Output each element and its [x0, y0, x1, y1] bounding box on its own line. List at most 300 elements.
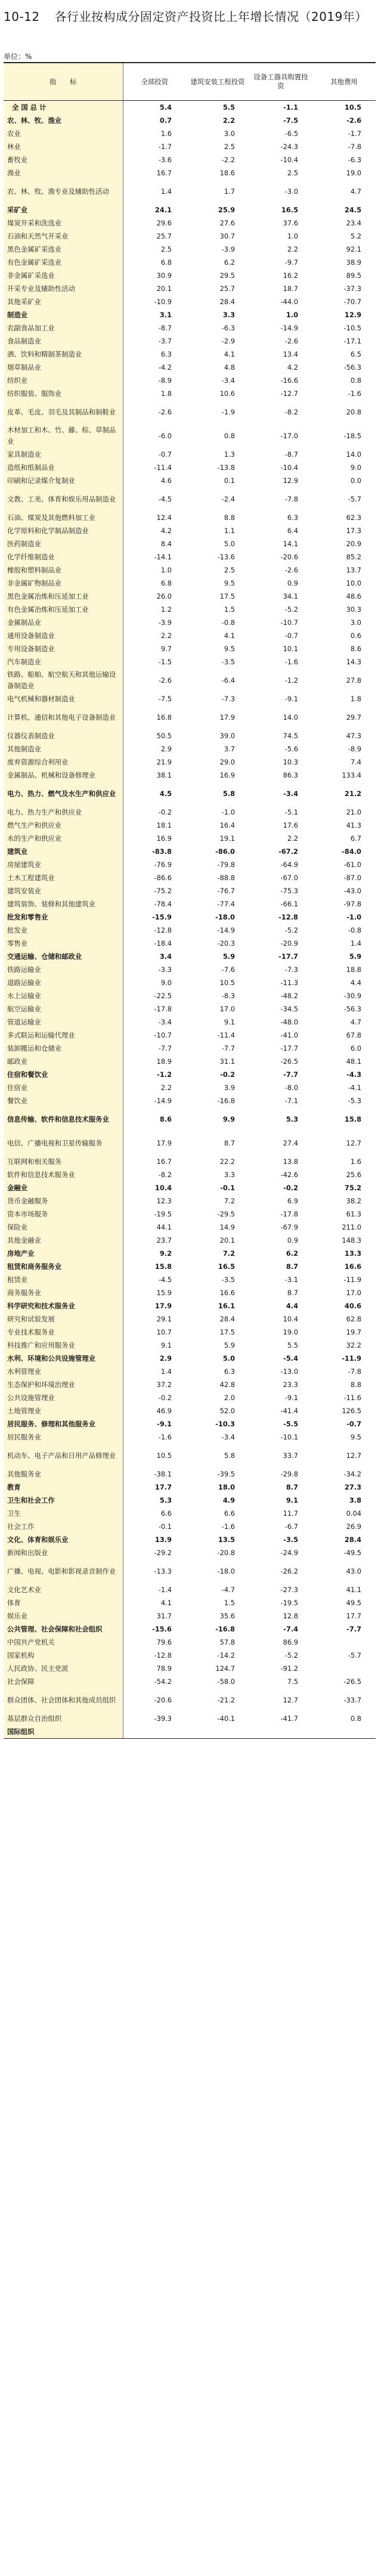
cell-construction-investment: 29.5 [186, 269, 249, 282]
cell-equipment-investment: 86.9 [249, 1636, 312, 1649]
row-label: 农、林、牧、渔专业及辅助性活动 [4, 179, 123, 203]
table-row [4, 782, 376, 806]
table-row [4, 216, 376, 230]
table-row [4, 1559, 376, 1583]
table-row [4, 1029, 376, 1042]
table-row [4, 1378, 376, 1391]
row-label: 水上运输业 [4, 989, 123, 1002]
cell-construction-investment: 30.7 [186, 230, 249, 243]
cell-equipment-investment: -8.7 [249, 448, 312, 461]
cell-construction-investment: 18.6 [186, 166, 249, 179]
cell-total-investment: 15.9 [123, 1286, 186, 1299]
cell-construction-investment: 18.0 [186, 1481, 249, 1494]
cell-equipment-investment: -0.7 [249, 629, 312, 642]
cell-equipment-investment: -12.7 [249, 387, 312, 400]
cell-equipment-investment: -67.9 [249, 1221, 312, 1234]
cell-construction-investment: 6.6 [186, 1507, 249, 1520]
table-row [4, 1546, 376, 1559]
cell-equipment-investment: -10.7 [249, 616, 312, 629]
cell-equipment-investment: -66.1 [249, 897, 312, 911]
cell-total-investment: -22.5 [123, 989, 186, 1002]
cell-equipment-investment: 4.4 [249, 1299, 312, 1312]
cell-total-investment: -6.0 [123, 424, 186, 448]
row-label: 批发和零售业 [4, 911, 123, 924]
row-label: 制造业 [4, 308, 123, 321]
cell-construction-investment: -3.5 [186, 1273, 249, 1286]
cell-construction-investment: 3.9 [186, 1081, 249, 1094]
cell-equipment-investment: 6.4 [249, 524, 312, 537]
cell-other-expenses: -4.1 [312, 1081, 376, 1094]
cell-total-investment: -83.8 [123, 845, 186, 858]
row-label: 土地管理业 [4, 1404, 123, 1417]
cell-total-investment: 17.9 [123, 1131, 186, 1155]
cell-total-investment: 16.8 [123, 705, 186, 729]
cell-construction-investment: -14.9 [186, 924, 249, 937]
cell-total-investment: 0.7 [123, 114, 186, 127]
header-indicator: 指 标 [4, 63, 123, 101]
cell-equipment-investment: -19.5 [249, 1596, 312, 1609]
cell-other-expenses: -34.2 [312, 1467, 376, 1481]
cell-equipment-investment: 2.2 [249, 243, 312, 256]
cell-equipment-investment: 14.1 [249, 537, 312, 550]
cell-construction-investment: 5.8 [186, 1444, 249, 1467]
row-label: 多式联运和运输代理业 [4, 1029, 123, 1042]
cell-other-expenses: -4.3 [312, 1068, 376, 1081]
cell-construction-investment: 4.9 [186, 1494, 249, 1507]
cell-total-investment: -1.7 [123, 140, 186, 153]
cell-equipment-investment: 18.7 [249, 282, 312, 295]
table-row [4, 1623, 376, 1636]
row-label: 建筑安装业 [4, 884, 123, 897]
cell-construction-investment: 14.9 [186, 1221, 249, 1234]
header-total-investment: 全部投资 [123, 63, 186, 101]
cell-construction-investment: 9.1 [186, 1015, 249, 1029]
cell-equipment-investment: -1.6 [249, 655, 312, 668]
table-row [4, 1520, 376, 1533]
cell-other-expenses: 14.0 [312, 448, 376, 461]
cell-total-investment: -78.4 [123, 897, 186, 911]
cell-other-expenses: 9.0 [312, 461, 376, 474]
cell-total-investment: -3.7 [123, 335, 186, 348]
row-label: 铁路运输业 [4, 963, 123, 976]
row-label: 文化艺术业 [4, 1583, 123, 1596]
cell-total-investment: 17.7 [123, 1481, 186, 1494]
cell-other-expenses: 12.7 [312, 1444, 376, 1467]
cell-construction-investment: 16.4 [186, 819, 249, 832]
cell-other-expenses: -61.0 [312, 858, 376, 871]
row-label: 烟草制品业 [4, 361, 123, 374]
cell-other-expenses: 6.5 [312, 348, 376, 361]
cell-construction-investment: 1.7 [186, 179, 249, 203]
row-label: 金属制品业 [4, 616, 123, 629]
cell-total-investment: 2.2 [123, 629, 186, 642]
table-row [4, 1081, 376, 1094]
cell-equipment-investment: -27.3 [249, 1583, 312, 1596]
cell-equipment-investment: 10.3 [249, 756, 312, 769]
table-row [4, 374, 376, 387]
cell-construction-investment: -18.0 [186, 911, 249, 924]
cell-construction-investment: -2.9 [186, 335, 249, 348]
cell-total-investment: -0.1 [123, 1520, 186, 1533]
cell-equipment-investment: 37.6 [249, 216, 312, 230]
row-label: 纺织服装、服饰业 [4, 387, 123, 400]
cell-other-expenses: -33.7 [312, 1688, 376, 1712]
table-row [4, 1042, 376, 1055]
table-row [4, 950, 376, 963]
cell-other-expenses: 38.2 [312, 1194, 376, 1208]
cell-other-expenses: 5.2 [312, 230, 376, 243]
cell-total-investment: -1.2 [123, 1068, 186, 1081]
cell-construction-investment [186, 1725, 249, 1738]
cell-other-expenses: 20.9 [312, 537, 376, 550]
table-row [4, 230, 376, 243]
cell-total-investment: 1.4 [123, 179, 186, 203]
cell-other-expenses: -43.0 [312, 884, 376, 897]
cell-other-expenses: 3.8 [312, 1494, 376, 1507]
row-label: 全 国 总 计 [4, 101, 123, 114]
cell-total-investment: -3.9 [123, 616, 186, 629]
cell-total-investment: -0.2 [123, 1391, 186, 1404]
row-label: 汽车制造业 [4, 655, 123, 668]
cell-total-investment: 1.6 [123, 127, 186, 140]
cell-equipment-investment: -26.5 [249, 1055, 312, 1068]
table-row [4, 1234, 376, 1247]
table-row [4, 884, 376, 897]
row-label: 卫生和社会工作 [4, 1494, 123, 1507]
cell-equipment-investment: 12.7 [249, 1688, 312, 1712]
cell-other-expenses: 89.5 [312, 269, 376, 282]
cell-construction-investment: 0.1 [186, 474, 249, 487]
table-row [4, 1583, 376, 1596]
table-row [4, 400, 376, 424]
row-label: 非金属矿采选业 [4, 269, 123, 282]
cell-construction-investment: 5.8 [186, 782, 249, 806]
cell-equipment-investment: -5.1 [249, 806, 312, 819]
cell-construction-investment: 25.7 [186, 282, 249, 295]
row-label: 科技推广和应用服务业 [4, 1339, 123, 1352]
row-label: 金属制品、机械和设备修理业 [4, 769, 123, 782]
cell-other-expenses: -8.9 [312, 742, 376, 756]
table-row [4, 705, 376, 729]
cell-equipment-investment: -24.9 [249, 1546, 312, 1559]
cell-equipment-investment: 14.0 [249, 705, 312, 729]
cell-other-expenses: -1.7 [312, 127, 376, 140]
cell-total-investment: -8.9 [123, 374, 186, 387]
cell-other-expenses: 41.3 [312, 819, 376, 832]
row-label: 电力、热力、燃气及水生产和供应业 [4, 782, 123, 806]
table-row [4, 1221, 376, 1234]
cell-other-expenses: 19.0 [312, 166, 376, 179]
cell-total-investment: 3.4 [123, 950, 186, 963]
cell-total-investment: 29.1 [123, 1312, 186, 1326]
cell-other-expenses [312, 1725, 376, 1738]
cell-total-investment: 78.9 [123, 1662, 186, 1675]
table-row [4, 692, 376, 705]
cell-equipment-investment: -24.3 [249, 140, 312, 153]
row-label: 广播、电视、电影和影视录音制作业 [4, 1559, 123, 1583]
row-label: 金融业 [4, 1181, 123, 1194]
row-label: 农副食品加工业 [4, 321, 123, 335]
cell-construction-investment: 35.6 [186, 1609, 249, 1623]
cell-construction-investment: -2.4 [186, 487, 249, 511]
table-row [4, 603, 376, 616]
table-row [4, 819, 376, 832]
cell-total-investment: 6.3 [123, 348, 186, 361]
row-label: 餐饮业 [4, 1094, 123, 1107]
cell-construction-investment: 2.2 [186, 114, 249, 127]
row-label: 软件和信息技术服务业 [4, 1168, 123, 1181]
cell-equipment-investment: -5.2 [249, 603, 312, 616]
cell-total-investment: 3.1 [123, 308, 186, 321]
cell-total-investment: -2.6 [123, 668, 186, 692]
cell-total-investment: 1.4 [123, 1365, 186, 1378]
row-label: 货币金融服务 [4, 1194, 123, 1208]
table-row [4, 537, 376, 550]
cell-total-investment: 16.9 [123, 832, 186, 845]
row-label: 电力、热力生产和供应业 [4, 806, 123, 819]
cell-other-expenses: 18.8 [312, 963, 376, 976]
cell-total-investment: 31.7 [123, 1609, 186, 1623]
cell-equipment-investment: -0.2 [249, 1181, 312, 1194]
cell-total-investment: -3.3 [123, 963, 186, 976]
cell-construction-investment: 16.6 [186, 1286, 249, 1299]
table-row [4, 179, 376, 203]
cell-equipment-investment: 10.4 [249, 1312, 312, 1326]
cell-equipment-investment: -48.0 [249, 1015, 312, 1029]
cell-equipment-investment: -64.9 [249, 858, 312, 871]
cell-other-expenses: 47.3 [312, 729, 376, 742]
cell-construction-investment: -18.0 [186, 1559, 249, 1583]
row-label: 体育 [4, 1596, 123, 1609]
cell-construction-investment: -3.4 [186, 374, 249, 387]
cell-equipment-investment: 19.0 [249, 1326, 312, 1339]
cell-construction-investment: -11.4 [186, 1029, 249, 1042]
row-label: 化学纤维制造业 [4, 550, 123, 564]
cell-total-investment: -15.6 [123, 1623, 186, 1636]
cell-construction-investment: -0.8 [186, 616, 249, 629]
cell-equipment-investment: 6.9 [249, 1194, 312, 1208]
cell-construction-investment: 3.3 [186, 308, 249, 321]
cell-equipment-investment: -7.4 [249, 1623, 312, 1636]
cell-total-investment: 13.9 [123, 1533, 186, 1546]
cell-other-expenses: 10.0 [312, 577, 376, 590]
row-label: 国家机构 [4, 1649, 123, 1662]
cell-total-investment: 2.2 [123, 1081, 186, 1094]
cell-equipment-investment: 6.3 [249, 511, 312, 524]
cell-total-investment: -4.5 [123, 1273, 186, 1286]
row-label: 橡胶和塑料制品业 [4, 564, 123, 577]
cell-equipment-investment: 27.4 [249, 1131, 312, 1155]
cell-construction-investment: 4.1 [186, 629, 249, 642]
cell-total-investment: 1.2 [123, 603, 186, 616]
cell-equipment-investment: -48.2 [249, 989, 312, 1002]
cell-other-expenses: -10.5 [312, 321, 376, 335]
row-label: 有色金属矿采选业 [4, 256, 123, 269]
row-label: 房地产业 [4, 1247, 123, 1260]
table-row [4, 1312, 376, 1326]
table-row [4, 1286, 376, 1299]
cell-construction-investment: 2.5 [186, 140, 249, 153]
cell-equipment-investment: -44.0 [249, 295, 312, 308]
cell-other-expenses: 6.7 [312, 832, 376, 845]
cell-total-investment: 30.9 [123, 269, 186, 282]
row-label: 教育 [4, 1481, 123, 1494]
cell-other-expenses: 17.3 [312, 524, 376, 537]
table-number: 10-12 [4, 10, 40, 24]
row-label: 皮革、毛皮、羽毛及其制品和制鞋业 [4, 400, 123, 424]
table-row [4, 989, 376, 1002]
table-row [4, 769, 376, 782]
table-row [4, 832, 376, 845]
table-row [4, 335, 376, 348]
cell-total-investment: 12.4 [123, 511, 186, 524]
cell-total-investment: -3.6 [123, 153, 186, 166]
table-row [4, 742, 376, 756]
table-row [4, 1596, 376, 1609]
cell-construction-investment: -16.8 [186, 1094, 249, 1107]
cell-equipment-investment: -17.7 [249, 950, 312, 963]
cell-other-expenses: 1.4 [312, 937, 376, 950]
cell-construction-investment: 6.2 [186, 256, 249, 269]
cell-equipment-investment: -1.1 [249, 101, 312, 114]
cell-other-expenses: 92.1 [312, 243, 376, 256]
cell-construction-investment: 10.5 [186, 976, 249, 989]
cell-equipment-investment: -10.1 [249, 1431, 312, 1444]
cell-other-expenses: 62.3 [312, 511, 376, 524]
cell-construction-investment: 4.1 [186, 348, 249, 361]
table-row [4, 1339, 376, 1352]
row-label: 化学原料和化学制品制造业 [4, 524, 123, 537]
cell-other-expenses: 30.3 [312, 603, 376, 616]
table-row [4, 1675, 376, 1688]
row-label: 信息传输、软件和信息技术服务业 [4, 1107, 123, 1131]
row-label: 航空运输业 [4, 1002, 123, 1015]
cell-total-investment: 6.8 [123, 577, 186, 590]
cell-total-investment: 50.5 [123, 729, 186, 742]
table-row [4, 387, 376, 400]
cell-equipment-investment: -3.0 [249, 179, 312, 203]
cell-equipment-investment: -2.6 [249, 335, 312, 348]
table-row [4, 550, 376, 564]
cell-equipment-investment: -17.0 [249, 424, 312, 448]
cell-construction-investment: 8.7 [186, 1131, 249, 1155]
cell-total-investment: 79.6 [123, 1636, 186, 1649]
row-label: 科学研究和技术服务业 [4, 1299, 123, 1312]
cell-total-investment: 25.7 [123, 230, 186, 243]
row-label: 水的生产和供应业 [4, 832, 123, 845]
row-label: 非金属矿物制品业 [4, 577, 123, 590]
cell-other-expenses [312, 1662, 376, 1675]
cell-other-expenses: -11.6 [312, 1391, 376, 1404]
cell-other-expenses: 38.9 [312, 256, 376, 269]
cell-construction-investment: 16.5 [186, 1260, 249, 1273]
cell-construction-investment: -8.3 [186, 989, 249, 1002]
table-row [4, 1247, 376, 1260]
cell-total-investment: 5.4 [123, 101, 186, 114]
cell-construction-investment: -6.4 [186, 668, 249, 692]
cell-total-investment: 9.2 [123, 1247, 186, 1260]
cell-total-investment: -17.8 [123, 1002, 186, 1015]
table-row [4, 1467, 376, 1481]
table-row [4, 924, 376, 937]
cell-equipment-investment: 2.2 [249, 832, 312, 845]
table-row [4, 1068, 376, 1081]
cell-total-investment: 17.9 [123, 1299, 186, 1312]
row-label: 人民政协、民主党派 [4, 1662, 123, 1675]
row-label: 住宿和餐饮业 [4, 1068, 123, 1081]
row-label: 石油、煤炭及其他燃料加工业 [4, 511, 123, 524]
row-label: 黑色金属冶炼和压延加工业 [4, 590, 123, 603]
row-label: 家具制造业 [4, 448, 123, 461]
table-row [4, 1055, 376, 1068]
table-row [4, 1002, 376, 1015]
cell-equipment-investment: 12.8 [249, 1609, 312, 1623]
cell-total-investment: -75.2 [123, 884, 186, 897]
cell-other-expenses: -17.1 [312, 335, 376, 348]
table-row [4, 448, 376, 461]
row-label: 社会工作 [4, 1520, 123, 1533]
table-row [4, 897, 376, 911]
table-row [4, 1260, 376, 1273]
table-row [4, 1391, 376, 1404]
cell-other-expenses: 4.4 [312, 976, 376, 989]
row-label: 资本市场服务 [4, 1208, 123, 1221]
table-row [4, 256, 376, 269]
cell-other-expenses: 25.6 [312, 1168, 376, 1181]
cell-construction-investment: -7.6 [186, 963, 249, 976]
cell-equipment-investment: 5.3 [249, 1107, 312, 1131]
cell-construction-investment: 16.9 [186, 769, 249, 782]
cell-construction-investment: 9.9 [186, 1107, 249, 1131]
table-row [4, 1326, 376, 1339]
cell-construction-investment: 52.0 [186, 1404, 249, 1417]
cell-other-expenses: 21.2 [312, 782, 376, 806]
cell-total-investment: -2.6 [123, 400, 186, 424]
row-label: 木材加工和木、竹、藤、棕、草制品业 [4, 424, 123, 448]
row-label: 研究和试验发展 [4, 1312, 123, 1326]
table-row [4, 140, 376, 153]
cell-total-investment: 1.8 [123, 387, 186, 400]
cell-equipment-investment: -6.7 [249, 1520, 312, 1533]
table-row [4, 1131, 376, 1155]
table-row [4, 1494, 376, 1507]
cell-construction-investment: -39.5 [186, 1467, 249, 1481]
cell-other-expenses: 0.04 [312, 1507, 376, 1520]
table-row [4, 243, 376, 256]
cell-construction-investment: 25.9 [186, 203, 249, 216]
cell-other-expenses: -5.3 [312, 1094, 376, 1107]
cell-other-expenses: 8.8 [312, 1378, 376, 1391]
table-title: 各行业按构成分固定资产投资比上年增长情况（2019年） [54, 10, 367, 24]
cell-construction-investment: 9.5 [186, 577, 249, 590]
table-row [4, 1273, 376, 1286]
row-label: 专用设备制造业 [4, 642, 123, 655]
cell-other-expenses: -70.7 [312, 295, 376, 308]
cell-equipment-investment: 16.2 [249, 269, 312, 282]
cell-total-investment: 5.3 [123, 1494, 186, 1507]
cell-equipment-investment: -26.2 [249, 1559, 312, 1583]
cell-other-expenses: 20.8 [312, 400, 376, 424]
cell-total-investment: 20.1 [123, 282, 186, 295]
page-title [4, 7, 373, 24]
table-row [4, 590, 376, 603]
row-label: 交通运输、仓储和邮政业 [4, 950, 123, 963]
cell-other-expenses: 21.0 [312, 806, 376, 819]
row-label: 公共管理、社会保障和社会组织 [4, 1623, 123, 1636]
cell-total-investment: 9.1 [123, 1339, 186, 1352]
cell-construction-investment: -76.7 [186, 884, 249, 897]
row-label: 其他采矿业 [4, 295, 123, 308]
